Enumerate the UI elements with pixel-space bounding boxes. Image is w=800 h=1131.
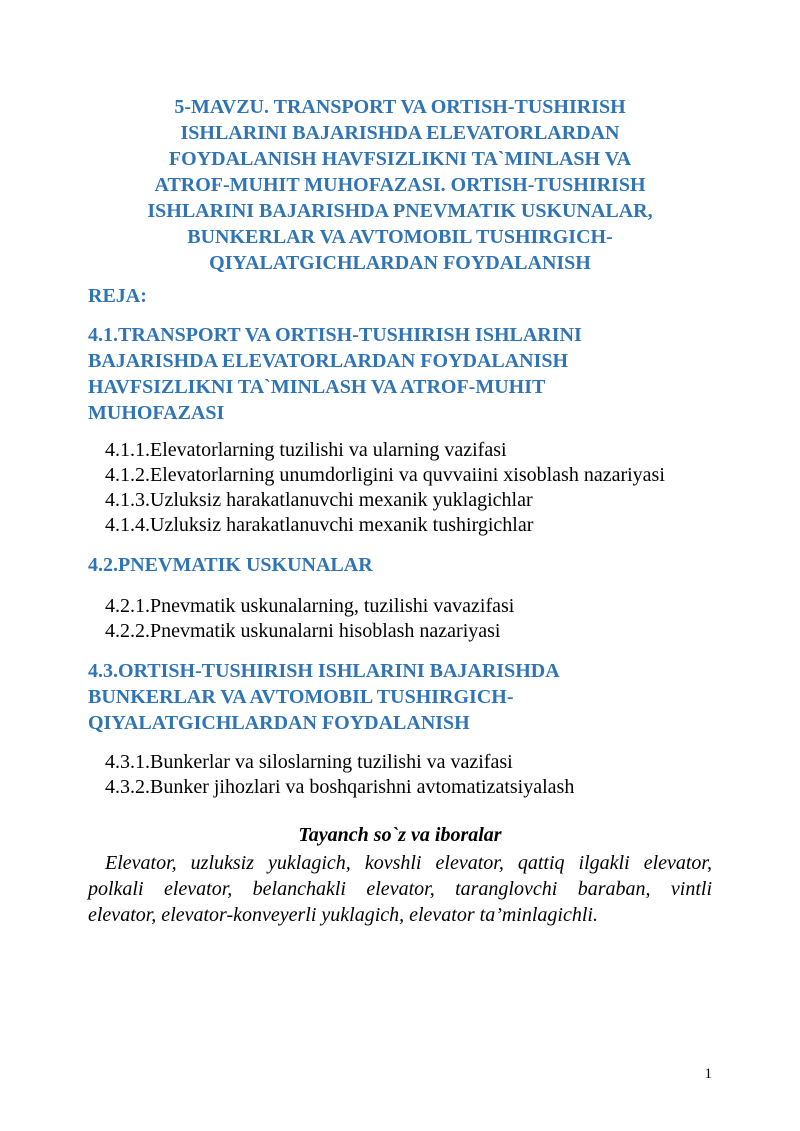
title-line: BUNKERLAR VA AVTOMOBIL TUSHIRGICH-: [187, 226, 613, 248]
page-number: 1: [704, 1066, 712, 1082]
plan-item: 4.3.1.Bunkerlar va siloslarning tuzilishi va vazifasi: [105, 751, 513, 773]
title-line: FOYDALANISH HAVFSIZLIKNI TA`MINLASH VA: [168, 148, 632, 170]
plan-item: 4.1.4.Uzluksiz harakatlanuvchi mexanik tushirgichlar: [105, 514, 534, 536]
keywords-line: elevator, elevator-konveyerli yuklagich, elevator ta’minlagichli.: [88, 904, 598, 926]
title-line: ISHLARINI BAJARISHDA PNEVMATIK USKUNALAR,: [147, 200, 653, 222]
plan-item: 4.2.2.Pnevmatik uskunalarni hisoblash nazariyasi: [105, 620, 501, 642]
plan-item: 4.1.1.Elevatorlarning tuzilishi va ularning vazifasi: [105, 439, 507, 461]
section-heading-4-1: MUHOFAZASI: [88, 402, 225, 424]
title-line: 5-MAVZU. TRANSPORT VA ORTISH-TUSHIRISH: [174, 96, 626, 118]
section-heading-4-3: 4.3.ORTISH-TUSHIRISH ISHLARINI BAJARISHDA: [88, 660, 560, 682]
plan-item: 4.1.2.Elevatorlarning unumdorligini va quvvaiini xisoblash nazariyasi: [105, 464, 665, 486]
title-line: QIYALATGICHLARDAN FOYDALANISH: [209, 252, 591, 274]
section-heading-4-3: QIYALATGICHLARDAN FOYDALANISH: [88, 712, 470, 734]
plan-label: REJA:: [88, 285, 147, 307]
keywords-line: polkali elevator, belanchakli elevator, taranglovchi baraban, vintli: [88, 878, 712, 900]
section-heading-4-3: BUNKERLAR VA AVTOMOBIL TUSHIRGICH-: [88, 686, 514, 708]
keywords-title: Tayanch so`z va iboralar: [298, 824, 502, 846]
plan-item: 4.2.1.Pnevmatik uskunalarning, tuzilishi vavazifasi: [105, 595, 515, 617]
section-heading-4-1: BAJARISHDA ELEVATORLARDAN FOYDALANISH: [88, 350, 569, 372]
title-line: ISHLARINI BAJARISHDA ELEVATORLARDAN: [180, 122, 620, 144]
section-heading-4-2: 4.2.PNEVMATIK USKUNALAR: [88, 554, 373, 576]
section-heading-4-1: HAVFSIZLIKNI TA`MINLASH VA ATROF-MUHIT: [88, 376, 546, 398]
keywords-line: Elevator, uzluksiz yuklagich, kovshli elevator, qattiq ilgakli elevator,: [105, 852, 712, 874]
plan-item: 4.3.2.Bunker jihozlari va boshqarishni avtomatizatsiyalash: [105, 776, 575, 798]
plan-item: 4.1.3.Uzluksiz harakatlanuvchi mexanik yuklagichlar: [105, 489, 533, 511]
topic-title: [88, 94, 712, 276]
title-line: ATROF-MUHIT MUHOFAZASI. ORTISH-TUSHIRISH: [154, 174, 646, 196]
section-heading-4-1: 4.1.TRANSPORT VA ORTISH-TUSHIRISH ISHLARINI: [88, 324, 582, 346]
